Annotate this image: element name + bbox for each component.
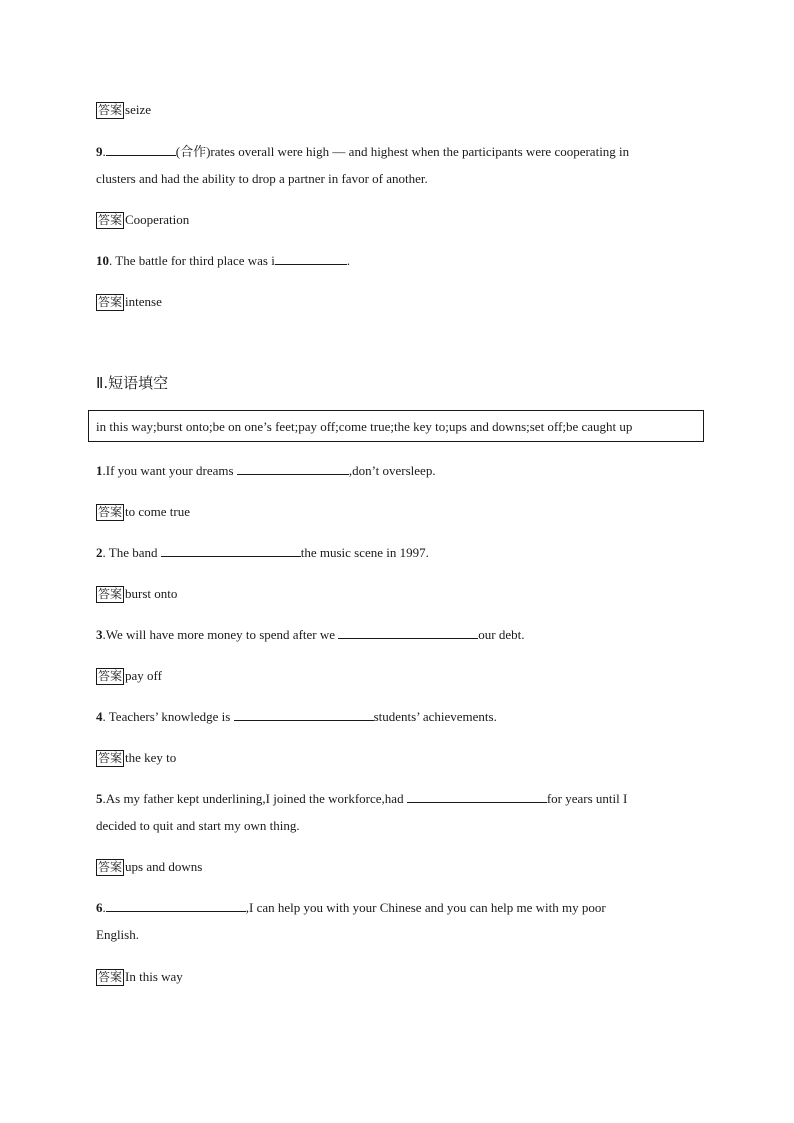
- question-text: .We will have more money to spend after we: [102, 627, 339, 642]
- answer-badge: 答案: [98, 669, 123, 683]
- question-2: 2. The band the music scene in 1997.: [96, 545, 429, 560]
- answer-blank[interactable]: [161, 543, 301, 557]
- answer-badge: 答案: [98, 587, 123, 601]
- answer-blank[interactable]: [275, 251, 347, 265]
- answer-text: to come true: [125, 504, 190, 519]
- answer-text: ups and downs: [125, 859, 203, 874]
- question-number: 9: [96, 144, 103, 159]
- answer-badge: 答案: [98, 860, 123, 874]
- answer-blank[interactable]: [338, 625, 478, 639]
- question-number: 4: [96, 709, 103, 724]
- section-title: Ⅱ.短语填空: [96, 374, 169, 392]
- question-text: .If you want your dreams: [102, 463, 237, 478]
- question-text-line2: decided to quit and start my own thing.: [96, 818, 300, 833]
- answer-text: In this way: [125, 969, 183, 984]
- question-text: . The battle for third place was: [109, 253, 272, 268]
- question-5: 5.As my father kept underlining,I joined the workforce,had for years until I decided to quit and start my own thing.: [96, 785, 706, 839]
- answer-badge: 答案: [98, 295, 123, 309]
- question-1: 1.If you want your dreams ,don’t oversleep.: [96, 463, 436, 478]
- answer-10: [96, 288, 706, 315]
- answer-4: [96, 744, 706, 771]
- letter-hint: i: [271, 253, 275, 268]
- question-3: 3.We will have more money to spend after we our debt.: [96, 627, 525, 642]
- answer-1: [96, 498, 706, 525]
- answer-text: intense: [125, 294, 162, 309]
- question-text: . The band: [102, 545, 161, 560]
- question-9: 9. (合作)rates overall were high — and highest when the participants were cooperating in clusters and had the ability to drop a partner in favor of another.: [96, 138, 706, 192]
- question-number: 3: [96, 627, 103, 642]
- question-text: .As my father kept underlining,I joined the workforce,had: [102, 791, 407, 806]
- answer-text: Cooperation: [125, 212, 190, 227]
- question-number: 6: [96, 900, 103, 915]
- answer-text: pay off: [125, 668, 162, 683]
- answer-badge: 答案: [98, 213, 123, 227]
- answer-5: [96, 853, 706, 880]
- answer-blank[interactable]: [407, 789, 547, 803]
- answer-text: burst onto: [125, 586, 178, 601]
- question-4: 4. Teachers’ knowledge is students’ achievements.: [96, 709, 497, 724]
- answer-badge: 答案: [98, 970, 123, 984]
- question-number: 10: [96, 253, 109, 268]
- question-text: rates overall were high — and highest when the participants were cooperating in: [210, 144, 630, 159]
- question-text: ,I can help you with your Chinese and you can help me with my poor: [245, 900, 606, 915]
- question-text-line2: English.: [96, 927, 139, 942]
- answer-2: [96, 580, 706, 607]
- answer-3: [96, 662, 706, 689]
- answer-text: seize: [125, 102, 151, 117]
- answer-badge: 答案: [98, 103, 123, 117]
- chinese-hint: (合作): [175, 144, 211, 159]
- answer-badge: 答案: [98, 505, 123, 519]
- answer-text: the key to: [125, 750, 177, 765]
- answer-blank[interactable]: [106, 142, 176, 156]
- answer-blank[interactable]: [106, 898, 246, 912]
- question-text: . Teachers’ knowledge is: [102, 709, 234, 724]
- phrase-box: in this way;burst onto;be on one’s feet;pay off;come true;the key to;ups and downs;set off;be caught up: [88, 410, 704, 442]
- question-10: 10. The battle for third place was i .: [96, 253, 351, 268]
- question-6: 6. ,I can help you with your Chinese and you can help me with my poor English.: [96, 894, 706, 948]
- answer-badge: 答案: [98, 751, 123, 765]
- question-number: 5: [96, 791, 103, 806]
- answer-blank[interactable]: [237, 461, 349, 475]
- answer-6: [96, 963, 706, 990]
- question-number: 2: [96, 545, 103, 560]
- question-text-line2: clusters and had the ability to drop a partner in favor of another.: [96, 171, 428, 186]
- answer-9: [96, 206, 706, 233]
- answer-blank[interactable]: [234, 707, 374, 721]
- answer-prev: [96, 96, 706, 123]
- question-number: 1: [96, 463, 103, 478]
